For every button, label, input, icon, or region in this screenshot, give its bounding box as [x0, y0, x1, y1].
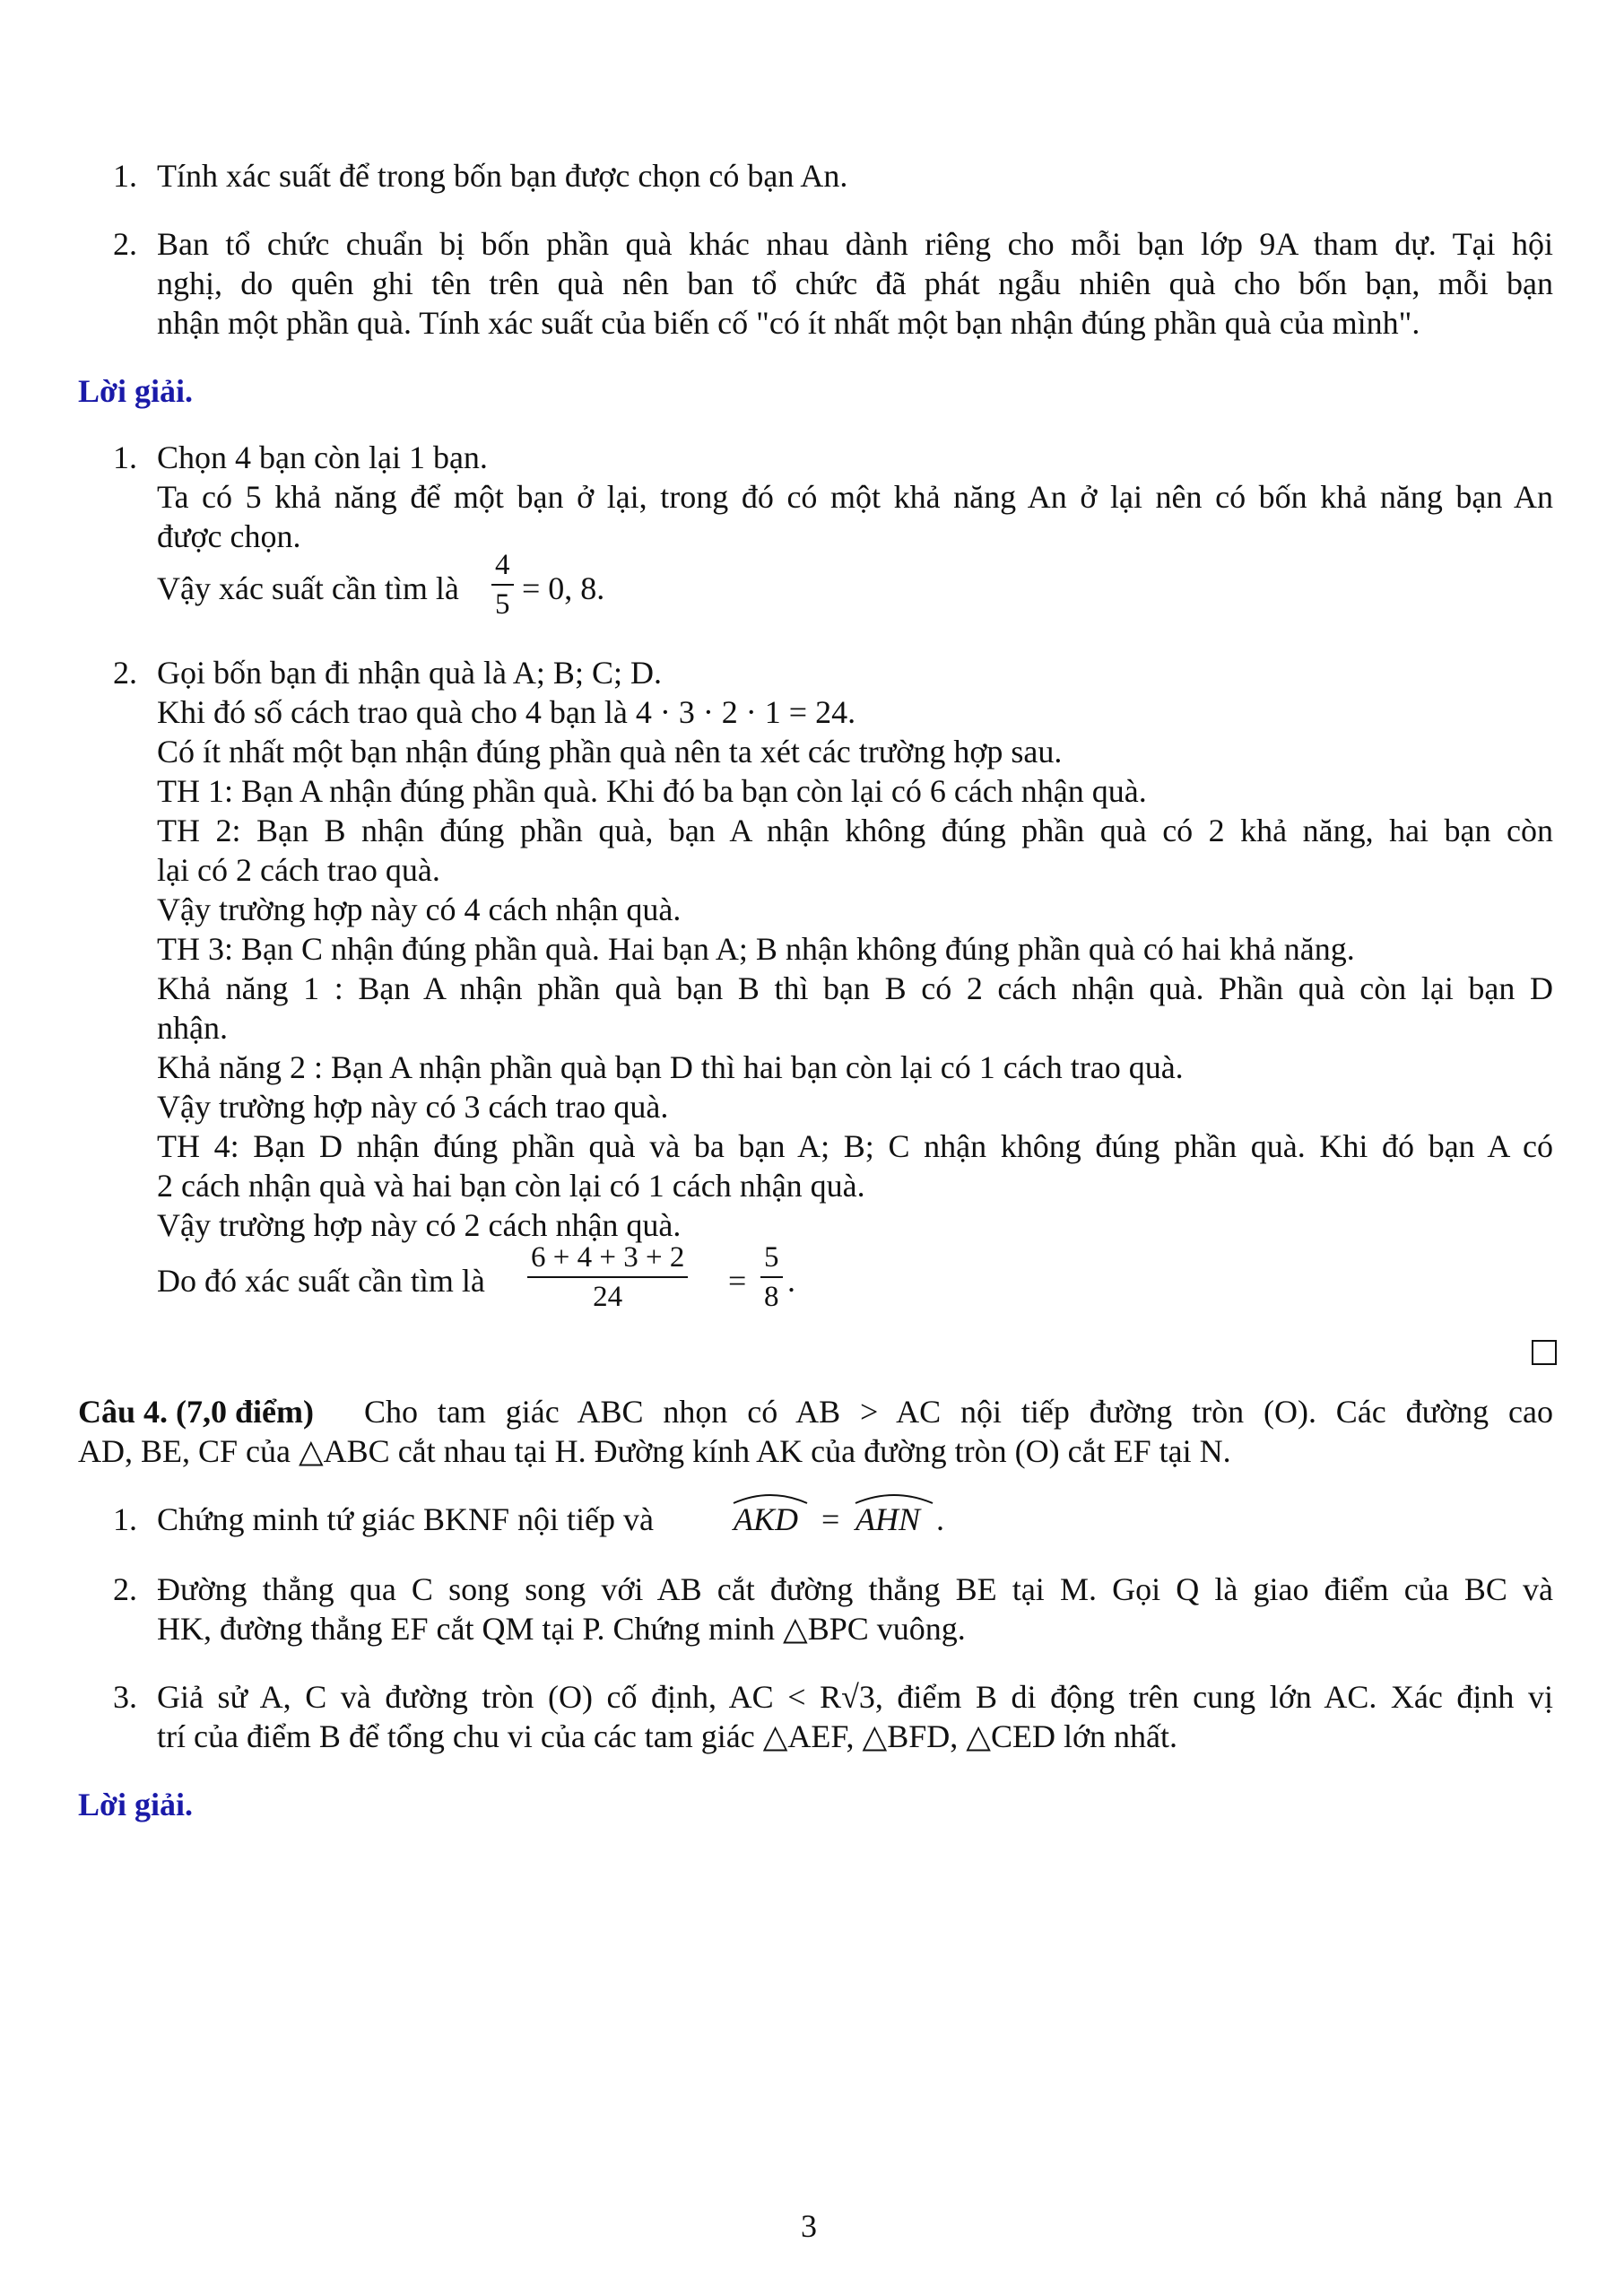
period: .: [936, 1501, 944, 1537]
equals-sign: =: [728, 1263, 747, 1299]
solution-line: lại có 2 cách trao quà.: [157, 852, 440, 888]
question-item-text: trí của điểm B để tổng chu vi của các tam giác △AEF, △BFD, △CED lớn nhất.: [157, 1718, 1177, 1754]
question-text: AD, BE, CF của △ABC cắt nhau tại H. Đường kính AK của đường tròn (O) cắt EF tại N.: [78, 1433, 1231, 1469]
fraction-denominator: 24: [593, 1281, 623, 1313]
question-text: Cho tam giác ABC nhọn có AB > AC nội tiếp đường tròn (O). Các đường cao: [364, 1394, 1553, 1430]
solution-line: TH 3: Bạn C nhận đúng phần quà. Hai bạn A; B nhận không đúng phần quà có hai khả năng.: [157, 931, 1355, 967]
solution-line: Vậy trường hợp này có 3 cách trao quà.: [157, 1089, 669, 1125]
item-number: 3.: [113, 1679, 137, 1715]
equals-sign: =: [821, 1501, 840, 1537]
solution-line: nhận.: [157, 1010, 228, 1046]
item-number: 2.: [113, 655, 137, 691]
solution-line: Khi đó số cách trao quà cho 4 bạn là 4 · 3 · 2 · 1 = 24.: [157, 694, 856, 730]
solution-line: Có ít nhất một bạn nhận đúng phần quà nên ta xét các trường hợp sau.: [157, 734, 1063, 770]
question-label: Câu 4. (7,0 điểm): [78, 1394, 314, 1430]
question-item-text: Đường thẳng qua C song song với AB cắt đường thẳng BE tại M. Gọi Q là giao điểm của BC và: [157, 1571, 1553, 1607]
fraction-numerator: 5: [764, 1241, 779, 1274]
fraction-numerator: 6 + 4 + 3 + 2: [531, 1241, 685, 1274]
arc-symbol: [854, 1491, 934, 1505]
fraction: [491, 549, 514, 621]
solution-line: Do đó xác suất cần tìm là: [157, 1263, 485, 1299]
fraction: [760, 1241, 783, 1313]
item-number: 2.: [113, 226, 137, 262]
solution-line: TH 1: Bạn A nhận đúng phần quà. Khi đó ba bạn còn lại có 6 cách nhận quà.: [157, 773, 1147, 809]
item-number: 1.: [113, 1501, 137, 1537]
fraction-numerator: 4: [495, 549, 510, 581]
question-item-text: Chứng minh tứ giác BKNF nội tiếp và: [157, 1501, 654, 1537]
question-item-text: Giả sử A, C và đường tròn (O) cố định, AC < R√3, điểm B di động trên cung lớn AC. Xác định vị: [157, 1679, 1553, 1715]
solution-line: được chọn.: [157, 518, 301, 554]
fraction-bar: [760, 1276, 783, 1278]
arc-label: AKD: [734, 1501, 798, 1537]
question-2-line: nghị, do quên ghi tên trên quà nên ban tổ chức đã phát ngẫu nhiên quà cho bốn bạn, mỗi bạn: [157, 265, 1553, 301]
fraction-denominator: 8: [764, 1281, 779, 1313]
solution-line: Vậy xác suất cần tìm là: [157, 570, 459, 606]
solution-line: 2 cách nhận quà và hai bạn còn lại có 1 cách nhận quà.: [157, 1168, 865, 1204]
solution-line: = 0, 8.: [522, 570, 605, 606]
question-2-line: Ban tổ chức chuẩn bị bốn phần quà khác nhau dành riêng cho mỗi bạn lớp 9A tham dự. Tại hội: [157, 226, 1553, 262]
question-item-text: HK, đường thẳng EF cắt QM tại P. Chứng minh △BPC vuông.: [157, 1611, 966, 1647]
solution-line: Vậy trường hợp này có 2 cách nhận quà.: [157, 1207, 682, 1243]
item-number: 1.: [113, 158, 137, 194]
item-number: 1.: [113, 439, 137, 475]
solution-line: Chọn 4 bạn còn lại 1 bạn.: [157, 439, 488, 475]
solution-line: Khả năng 1 : Bạn A nhận phần quà bạn B thì bạn B có 2 cách nhận quà. Phần quà còn lại bạn D: [157, 970, 1553, 1006]
question-2-line: nhận một phần quà. Tính xác suất của biến cố "có ít nhất một bạn nhận đúng phần quà của mình".: [157, 305, 1420, 341]
solution-line: Vậy trường hợp này có 4 cách nhận quà.: [157, 891, 682, 927]
solution-line: TH 4: Bạn D nhận đúng phần quà và ba bạn A; B; C nhận không đúng phần quà. Khi đó bạn A có: [157, 1128, 1553, 1164]
solution-line: Khả năng 2 : Bạn A nhận phần quà bạn D thì hai bạn còn lại có 1 cách trao quà.: [157, 1049, 1184, 1085]
arc-symbol: [732, 1491, 809, 1505]
item-number: 2.: [113, 1571, 137, 1607]
page-number: 3: [801, 2208, 817, 2244]
fraction-bar: [527, 1276, 688, 1278]
period: .: [787, 1263, 795, 1299]
qed-box: [1532, 1340, 1557, 1365]
arc-label: AHN: [855, 1501, 920, 1537]
solution-label: Lời giải.: [78, 373, 193, 409]
solution-line: Ta có 5 khả năng để một bạn ở lại, trong đó có một khả năng An ở lại nên có bốn khả năng bạn An: [157, 479, 1553, 515]
fraction-denominator: 5: [495, 588, 510, 621]
solution-label: Lời giải.: [78, 1787, 193, 1822]
solution-line: TH 2: Bạn B nhận đúng phần quà, bạn A nhận không đúng phần quà có 2 khả năng, hai bạn còn: [157, 813, 1553, 848]
fraction: [527, 1241, 688, 1313]
question-1-text: Tính xác suất để trong bốn bạn được chọn có bạn An.: [157, 158, 848, 194]
solution-line: Gọi bốn bạn đi nhận quà là A; B; C; D.: [157, 655, 662, 691]
fraction-bar: [491, 584, 514, 586]
